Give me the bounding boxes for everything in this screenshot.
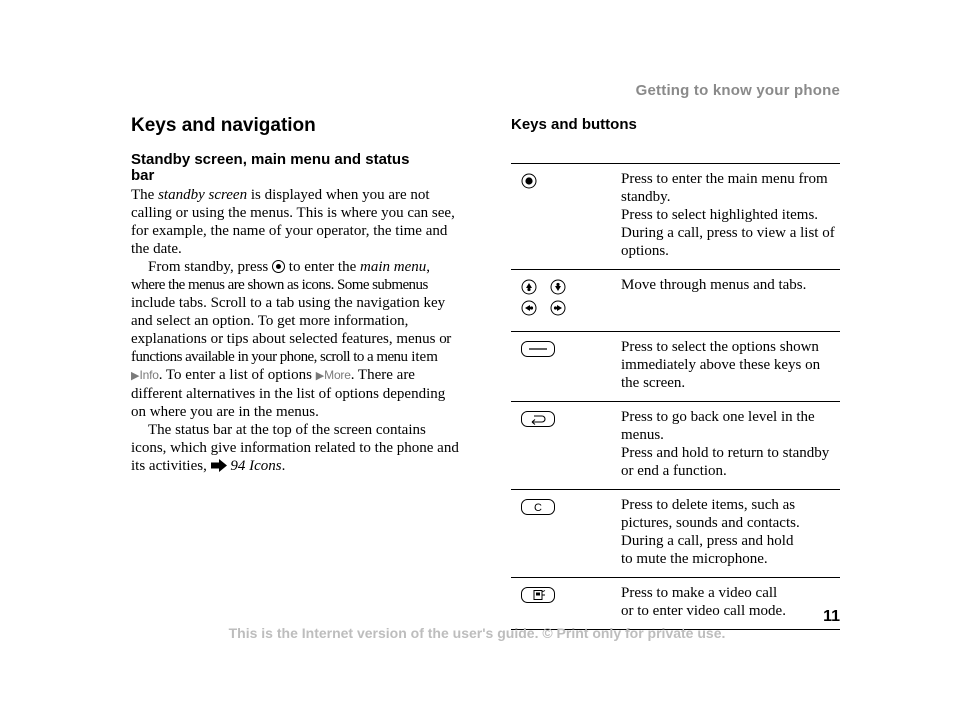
- description-line: Press and hold to return to standby or end a function.: [621, 445, 830, 479]
- text-emphasis: standby screen: [158, 187, 248, 203]
- text-span: to enter the: [285, 259, 361, 275]
- navigation-key-icon: [521, 279, 569, 317]
- table-row: [511, 490, 840, 578]
- clear-key-icon: [521, 499, 555, 515]
- keys-table: [511, 163, 840, 630]
- key-description: [621, 490, 840, 578]
- paragraph-main-menu: [131, 258, 461, 421]
- text-span: The status bar at the top of the screen contains icons, which give information related to the phone and its activities,: [131, 422, 459, 474]
- key-icon-cell: [511, 332, 621, 402]
- text-span: From standby, press: [148, 259, 273, 275]
- center-select-key-icon: [521, 173, 537, 189]
- description-line: Press to go back one level in the menus.: [621, 409, 815, 443]
- description-line: Move through menus and tabs.: [621, 277, 807, 293]
- center-select-key-icon: [272, 260, 285, 273]
- key-description: [621, 164, 840, 270]
- key-icon-cell: [511, 402, 621, 490]
- table-row: [511, 578, 840, 630]
- section-header: Getting to know your phone: [635, 82, 840, 99]
- description-line: Press to delete items, such as pictures, sounds and contacts.: [621, 497, 800, 531]
- key-icon-cell: [511, 578, 621, 630]
- description-line: During a call, press and hold: [621, 533, 794, 549]
- table-row: [511, 332, 840, 402]
- description-line: Press to select the options shown immediately above these keys on the screen.: [621, 339, 821, 391]
- paragraph-status-bar: [131, 421, 461, 475]
- menu-arrow-icon: ▶: [315, 370, 325, 382]
- body-text: [131, 186, 461, 475]
- key-icon-cell: [511, 270, 621, 332]
- text-span: ,: [426, 259, 431, 275]
- key-icon-cell: [511, 164, 621, 270]
- clear-key-label: C: [534, 502, 542, 514]
- text-emphasis: main menu: [360, 259, 427, 275]
- menu-arrow-icon: ▶: [131, 370, 140, 382]
- paragraph-standby: [131, 186, 461, 258]
- description-line: Press to enter the main menu from standby.: [621, 171, 828, 205]
- description-line: Press to select highlighted items.: [621, 207, 819, 223]
- page-title: Keys and navigation: [131, 115, 316, 136]
- text-span: item: [411, 349, 438, 365]
- text-span: .: [281, 458, 286, 474]
- text-span: where the menus are shown as icons. Some submenus: [131, 277, 428, 293]
- pointer-arrow-icon: [211, 459, 227, 472]
- key-description: [621, 578, 840, 630]
- cross-reference: 94 Icons: [230, 458, 282, 474]
- back-key-icon: [521, 411, 555, 427]
- table-row: [511, 164, 840, 270]
- table-row: [511, 270, 840, 332]
- text-span: or functions available in your phone, scroll to a menu: [131, 331, 451, 365]
- description-line: Press to make a video call: [621, 585, 778, 601]
- text-span: The: [131, 187, 159, 203]
- description-line: to mute the microphone.: [621, 551, 768, 567]
- key-description: [621, 332, 840, 402]
- footer-notice: This is the Internet version of the user's guide. © Print only for private use.: [228, 625, 726, 641]
- text-span: is displayed when you are not calling or using the menus. This is where you can see, for example, the name of your operator, the time and the date.: [131, 187, 455, 257]
- text-span: . There are different alternatives in the list of options depending on where you are in the menus.: [131, 367, 446, 420]
- text-span: include tabs. Scroll to a tab using the navigation key and select an option. To get more information, explanations or tips about selected features, menus: [131, 295, 446, 347]
- selection-key-icon: [521, 341, 555, 357]
- menu-reference-more: More: [324, 368, 351, 382]
- video-call-key-icon: [521, 587, 555, 603]
- keys-section-title: Keys and buttons: [511, 116, 637, 133]
- menu-reference-info: Info: [139, 368, 159, 382]
- key-description: [621, 402, 840, 490]
- key-icon-cell: [511, 490, 621, 578]
- description-line: or to enter video call mode.: [621, 603, 786, 619]
- text-span: . To enter a list of options: [158, 367, 316, 383]
- table-row: [511, 402, 840, 490]
- page-number: 11: [823, 608, 840, 625]
- section-subtitle: Standby screen, main menu and status bar: [131, 151, 410, 184]
- key-description: [621, 270, 840, 332]
- description-line: During a call, press to view a list of options.: [621, 225, 835, 259]
